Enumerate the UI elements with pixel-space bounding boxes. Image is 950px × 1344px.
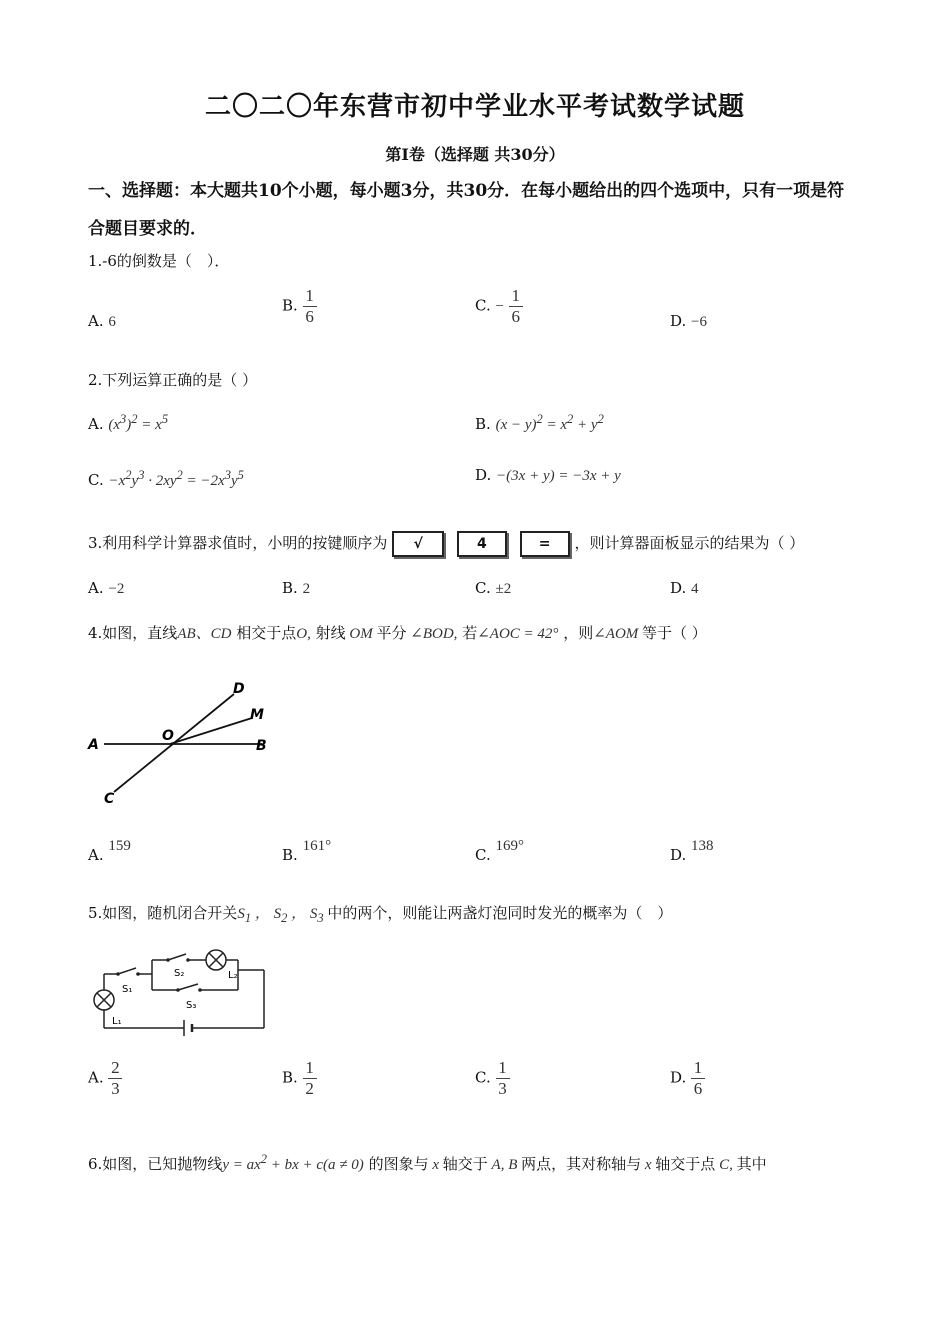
formula: C, bbox=[715, 1157, 737, 1173]
formula: $y = ax^2$ + bx + c(a ≠ 0) bbox=[222, 1152, 364, 1173]
lamp-label-l1: L₁ bbox=[112, 1016, 122, 1027]
q4-angle-figure bbox=[84, 676, 284, 808]
q4-option-c: C. 169° bbox=[475, 838, 524, 864]
q3-option-a: A. −2 bbox=[88, 579, 125, 597]
q4-option-d: D. 138 bbox=[670, 838, 714, 864]
formula: AB、CD bbox=[177, 626, 232, 642]
point-label-b: B bbox=[256, 738, 267, 754]
q5-option-a: A. $\frac{2}{3}$ bbox=[88, 1058, 122, 1099]
q3-option-d: D. 4 bbox=[670, 579, 699, 597]
q3-option-c: C. ±2 bbox=[475, 579, 512, 597]
formula: $(x^3)^2 = x^5$ bbox=[108, 412, 169, 433]
formula: O, bbox=[296, 626, 311, 642]
q1-option-b: B. $\frac{1}{6}$ bbox=[282, 286, 317, 327]
switch-label-s3: S₃ bbox=[186, 1000, 197, 1011]
fraction: $\frac{2}{3}$ bbox=[108, 1058, 122, 1099]
fraction: $\frac{1}{6}$ bbox=[303, 286, 317, 327]
q2-option-a: A. $(x^3)^2 = x^5$ bbox=[88, 412, 169, 433]
q5-option-b: B. $\frac{1}{2}$ bbox=[282, 1058, 317, 1099]
formula: $-x^2y^3 \cdot 2xy^2 = -2x^3y^5$ bbox=[108, 468, 244, 489]
switch-label-s1: S₁ bbox=[122, 984, 133, 995]
q4-option-a: A. 159 bbox=[88, 838, 131, 864]
lamp-label-l2: L₂ bbox=[228, 970, 238, 981]
question-6-stem: 6.如图，已知抛物线$y = ax^2$ + bx + c(a ≠ 0) 的图象与 x 轴交于 A, B 两点，其对称轴与 x 轴交于点 C, 其中 bbox=[88, 1152, 767, 1173]
calculator-key-4: 4 bbox=[457, 531, 507, 557]
point-label-c: C bbox=[104, 791, 115, 807]
q2-option-b: B. $(x - y)^2 = x^2 + y^2$ bbox=[475, 412, 604, 433]
switch-label-s2: S₂ bbox=[174, 968, 185, 979]
q2-option-c: C. $-x^2y^3 \cdot 2xy^2 = -2x^3y^5$ bbox=[88, 468, 244, 489]
q1-option-a: A. 6 bbox=[88, 312, 116, 330]
point-label-m: M bbox=[250, 707, 264, 723]
formula: ∠BOD, bbox=[406, 626, 458, 642]
formula: $S_1$ ， $S_2$ ， $S_3$ bbox=[237, 906, 324, 925]
section-subtitle: 第Ⅰ卷（选择题 共30分） bbox=[385, 145, 565, 164]
point-label-a: A bbox=[88, 737, 99, 753]
q2-option-d: D. −(3x + y) = −3x + y bbox=[475, 466, 621, 484]
section-heading: 一、选择题：本大题共10个小题，每小题3分，共30分．在每小题给出的四个选项中，只有一项是符合题目要求的． bbox=[88, 181, 845, 239]
q5-option-d: D. $\frac{1}{6}$ bbox=[670, 1058, 705, 1099]
point-label-d: D bbox=[233, 681, 245, 697]
q3-option-b: B. 2 bbox=[282, 579, 311, 597]
q1-option-c: C. − $\frac{1}{6}$ bbox=[475, 286, 523, 327]
fraction: $\frac{1}{6}$ bbox=[691, 1058, 705, 1099]
fraction: $\frac{1}{3}$ bbox=[496, 1058, 510, 1099]
formula: ∠AOM bbox=[593, 626, 643, 642]
point-label-o: O bbox=[162, 728, 174, 744]
formula: −(3x + y) = −3x + y bbox=[496, 468, 621, 484]
calculator-key-equals: = bbox=[520, 531, 570, 557]
fraction: $\frac{1}{6}$ bbox=[509, 286, 523, 327]
formula: A, B bbox=[487, 1157, 522, 1173]
page-title: 二〇二〇年东营市初中学业水平考试数学试题 bbox=[204, 92, 745, 122]
formula: OM bbox=[345, 626, 377, 642]
fraction: $\frac{1}{2}$ bbox=[303, 1058, 317, 1099]
q5-option-c: C. $\frac{1}{3}$ bbox=[475, 1058, 510, 1099]
q5-circuit-figure bbox=[88, 948, 270, 1040]
ray-om bbox=[170, 718, 252, 744]
question-1-stem: 1.-6的倒数是（ ）． bbox=[88, 252, 230, 270]
q1-option-d: D. −6 bbox=[670, 312, 708, 330]
formula: $(x - y)^2 = x^2 + y^2$ bbox=[495, 412, 604, 433]
question-5-stem: 5.如图，随机闭合开关$S_1$ ， $S_2$ ， $S_3$ 中的两个，则能让两盏灯泡同时发光的概率为（ ） bbox=[88, 904, 673, 925]
formula: x bbox=[428, 1157, 443, 1173]
question-2-stem: 2.下列运算正确的是（ ） bbox=[88, 371, 258, 389]
calculator-key-sqrt: √ bbox=[392, 531, 444, 557]
formula: x bbox=[641, 1157, 656, 1173]
q4-option-b: B. 161° bbox=[282, 838, 332, 864]
formula: ∠AOC = 42° bbox=[477, 626, 559, 642]
question-3-stem: 3.利用科学计算器求值时，小明的按键顺序为 √ 4 = ，则计算器面板显示的结果为（ ） bbox=[88, 531, 804, 557]
question-4-stem: 4.如图，直线AB、CD 相交于点O, 射线 OM 平分 ∠BOD, 若∠AOC = 42° ，则∠AOM 等于（ ） bbox=[88, 624, 707, 642]
